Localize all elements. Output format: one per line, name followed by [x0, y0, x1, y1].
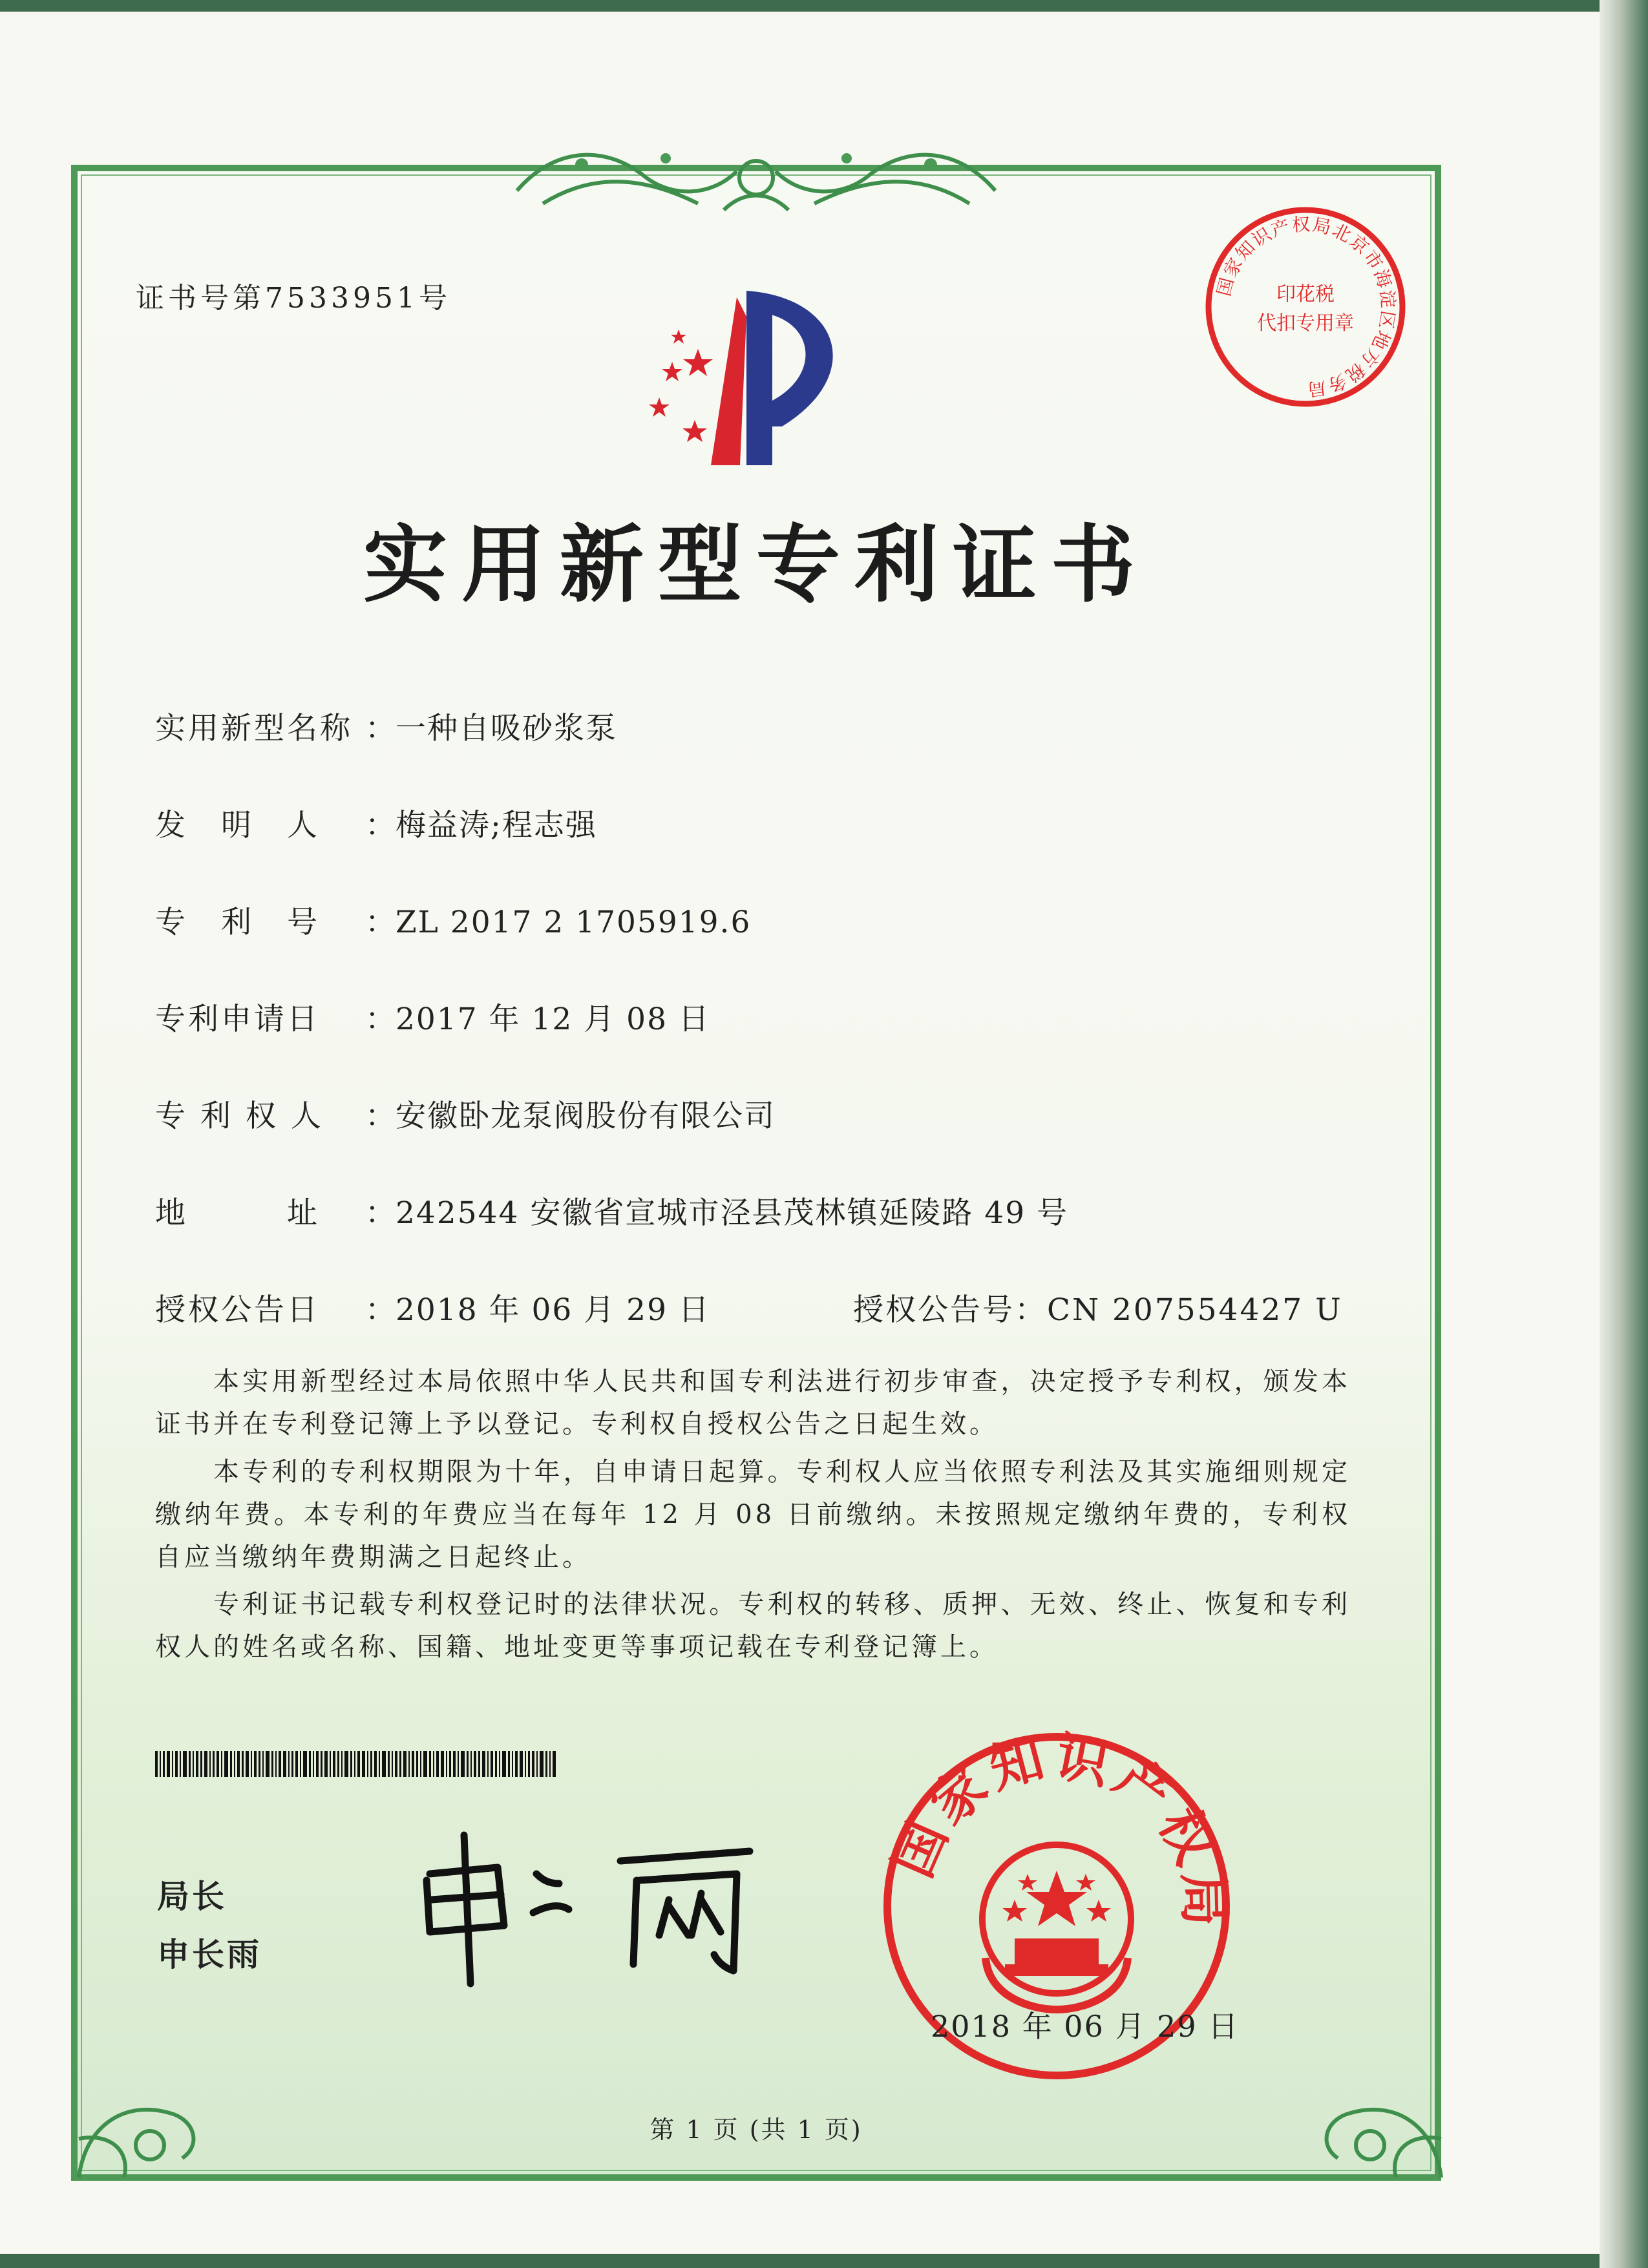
director-name: 申长雨 [157, 1936, 262, 1973]
field-value: 242544 安徽省宣城市泾县茂林镇延陵路 49 号 [396, 1195, 1069, 1231]
top-ornament-icon [504, 132, 1008, 223]
certificate-number: 证书号第7533951号 [136, 282, 451, 315]
paragraph-term-and-fees: 本专利的专利权期限为十年，自申请日起算。专利权人应当依照专利法及其实施细则规定缴纳年费。本专利的年费应当在每年 12 月 08 日前缴纳。未按照规定缴纳年费的，专利权自应当缴纳年费期满之日起终止。 [155, 1457, 1351, 1572]
field-colon: ： [365, 905, 396, 940]
paragraph-grant-statement: 本实用新型经过本局依照中华人民共和国专利法进行初步审查，决定授予专利权，颁发本证书并在专利登记簿上予以登记。专利权自授权公告之日起生效。 [155, 1367, 1351, 1439]
field-grant-announcement-number [853, 1286, 1343, 1329]
field-application-date [155, 995, 710, 1038]
page-edge-shadow [1600, 0, 1648, 2268]
field-colon: ： [365, 1002, 396, 1037]
field-patentee [155, 1092, 776, 1135]
tax-stamp-center-line2: 代扣专用章 [1257, 312, 1354, 335]
field-colon: ： [365, 711, 396, 746]
field-value: 梅益涛;程志强 [396, 808, 597, 843]
field-colon: ： [365, 808, 396, 843]
field-value: 2017 年 12 月 08 日 [396, 1002, 710, 1037]
field-label: 实用新型名称 [155, 711, 353, 746]
field-value: 2018 年 06 月 29 日 [396, 1292, 710, 1328]
field-patent-number [155, 898, 751, 941]
field-label: 专 利 号 [155, 905, 320, 940]
field-value: ZL 2017 2 1705919.6 [396, 905, 752, 940]
paragraph-legal-status: 专利证书记载专利权登记时的法律状况。专利权的转移、质押、无效、终止、恢复和专利权人的姓名或名称、国籍、地址变更等事项记载在专利登记簿上。 [155, 1590, 1351, 1662]
field-colon: ： [365, 1195, 396, 1231]
field-inventors [155, 801, 597, 845]
national-emblem-icon [982, 1845, 1131, 2010]
field-address [155, 1189, 1068, 1232]
office-stamp-ring-text: 国家知识产权局 [882, 1725, 1236, 1933]
field-label: 授权公告日 [155, 1292, 320, 1328]
field-colon: ： [365, 1292, 396, 1328]
field-grant-announcement-date [155, 1286, 710, 1329]
field-label: 发 明 人 [155, 808, 320, 843]
tax-stamp-center-line1: 印花税 [1276, 283, 1335, 306]
certificate-title: 实用新型专利证书 [363, 515, 1149, 614]
barcode-icon [155, 1751, 556, 1777]
field-label: 地 址 [155, 1195, 320, 1231]
patent-office-logo-icon [633, 278, 872, 472]
field-colon: ： [365, 1098, 396, 1134]
office-stamp-date: 2018 年 06 月 29 日 [931, 2009, 1240, 2044]
field-value: 一种自吸砂浆泵 [396, 711, 617, 746]
page-number: 第 1 页 (共 1 页) [650, 2116, 863, 2144]
field-value: CN 207554427 U [1047, 1292, 1343, 1328]
svg-text:国家知识产权局北京市海淀区地方税务局 [1213, 213, 1399, 400]
field-label: 授权公告号 [853, 1292, 1015, 1328]
director-title: 局长 [157, 1878, 227, 1915]
tax-stamp-ring-text: 国家知识产权局北京市海淀区地方税务局 [1212, 213, 1399, 401]
field-label: 专 利 权 人 [155, 1098, 324, 1134]
field-value: 安徽卧龙泵阀股份有限公司 [396, 1098, 776, 1134]
field-colon: ： [1015, 1292, 1047, 1328]
field-label: 专利申请日 [155, 1002, 320, 1037]
field-utility-model-name [155, 704, 617, 748]
director-signature-icon [414, 1822, 763, 1990]
tax-stamp-icon [1199, 200, 1412, 414]
